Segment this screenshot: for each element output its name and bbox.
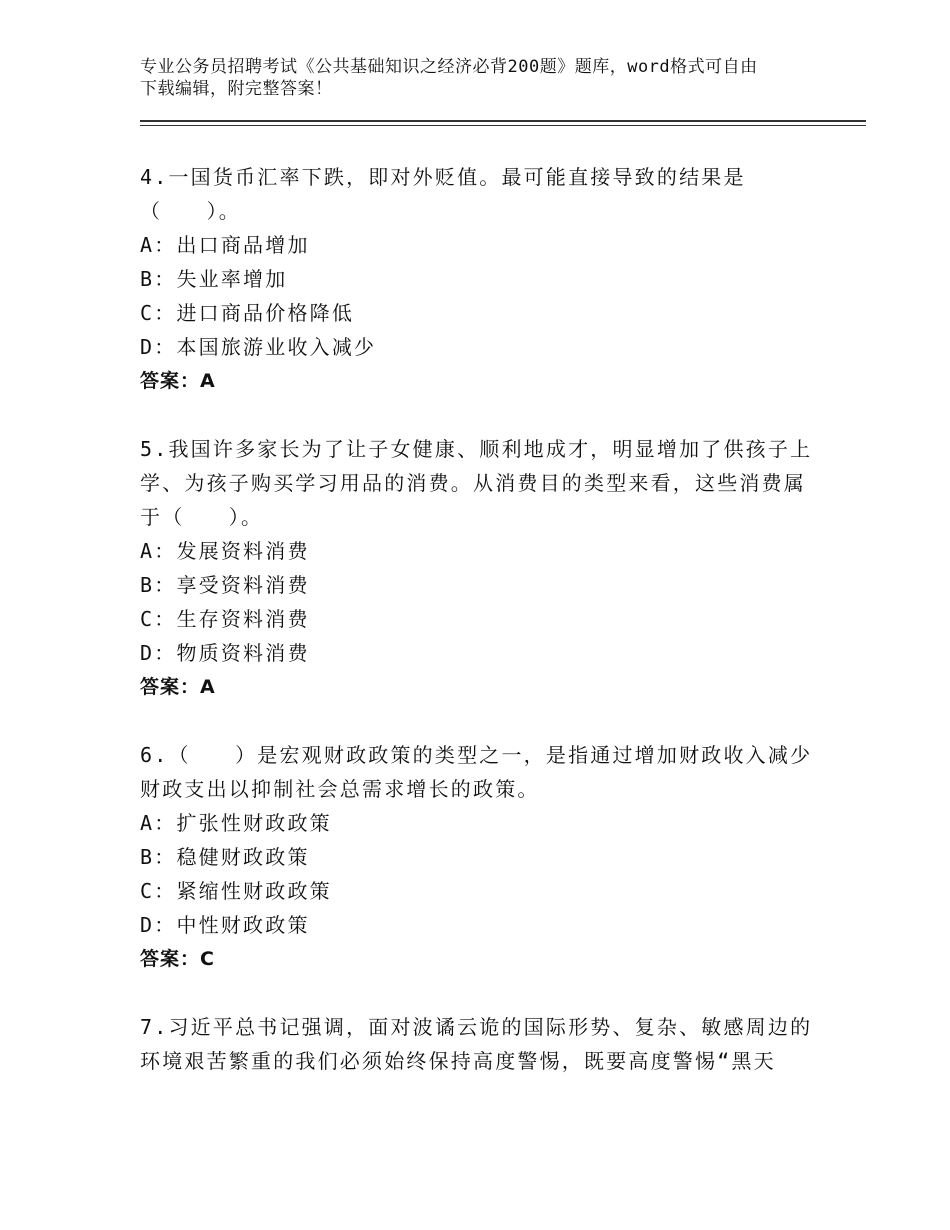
- option-a: A：发展资料消费: [140, 539, 310, 563]
- question-stem-line: 7.习近平总书记强调，面对波谲云诡的国际形势、复杂、敏感周边的: [140, 1015, 813, 1039]
- answer-label: 答案：A: [140, 370, 216, 392]
- header-divider-thin: [140, 125, 866, 126]
- question-stem-line: 环境艰苦繁重的我们必须始终保持高度警惕，既要高度警惕“黑天: [140, 1049, 776, 1073]
- option-d: D：本国旅游业收入减少: [140, 335, 377, 359]
- question-stem-line: 于（ ）。: [140, 505, 264, 529]
- question-stem-line: 4.一国货币汇率下跌，即对外贬值。最可能直接导致的结果是: [140, 165, 746, 189]
- question-5: [140, 432, 813, 704]
- answer-label: 答案：A: [140, 676, 216, 698]
- option-b: B：稳健财政政策: [140, 845, 310, 869]
- option-b: B：享受资料消费: [140, 573, 310, 597]
- answer-label: 答案：C: [140, 948, 215, 970]
- option-d: D：中性财政政策: [140, 913, 310, 937]
- option-a: A：出口商品增加: [140, 233, 310, 257]
- option-c: C：紧缩性财政政策: [140, 879, 332, 903]
- document-header: [140, 56, 810, 100]
- option-d: D：物质资料消费: [140, 641, 310, 665]
- header-line-2: 下载编辑，附完整答案！: [140, 79, 333, 99]
- option-b: B：失业率增加: [140, 267, 288, 291]
- question-stem-line: 财政支出以抑制社会总需求增长的政策。: [140, 777, 540, 801]
- question-stem-line: 学、为孩子购买学习用品的消费。从消费目的类型来看，这些消费属: [140, 471, 806, 495]
- header-divider-thick: [140, 120, 866, 122]
- option-c: C：生存资料消费: [140, 607, 310, 631]
- question-4: [140, 160, 805, 398]
- question-stem-line: （ ）。: [140, 199, 241, 223]
- option-c: C：进口商品价格降低: [140, 301, 355, 325]
- question-list: [140, 160, 813, 1112]
- question-stem-line: 6.（ ）是宏观财政政策的类型之一，是指通过增加财政收入减少: [140, 743, 813, 767]
- question-6: [140, 738, 813, 976]
- header-line-1: 专业公务员招聘考试《公共基础知识之经济必背200题》题库，word格式可自由: [140, 57, 758, 77]
- question-7: [140, 1010, 813, 1078]
- option-a: A：扩张性财政政策: [140, 811, 332, 835]
- question-stem-line: 5.我国许多家长为了让子女健康、顺利地成才，明显增加了供孩子上: [140, 437, 813, 461]
